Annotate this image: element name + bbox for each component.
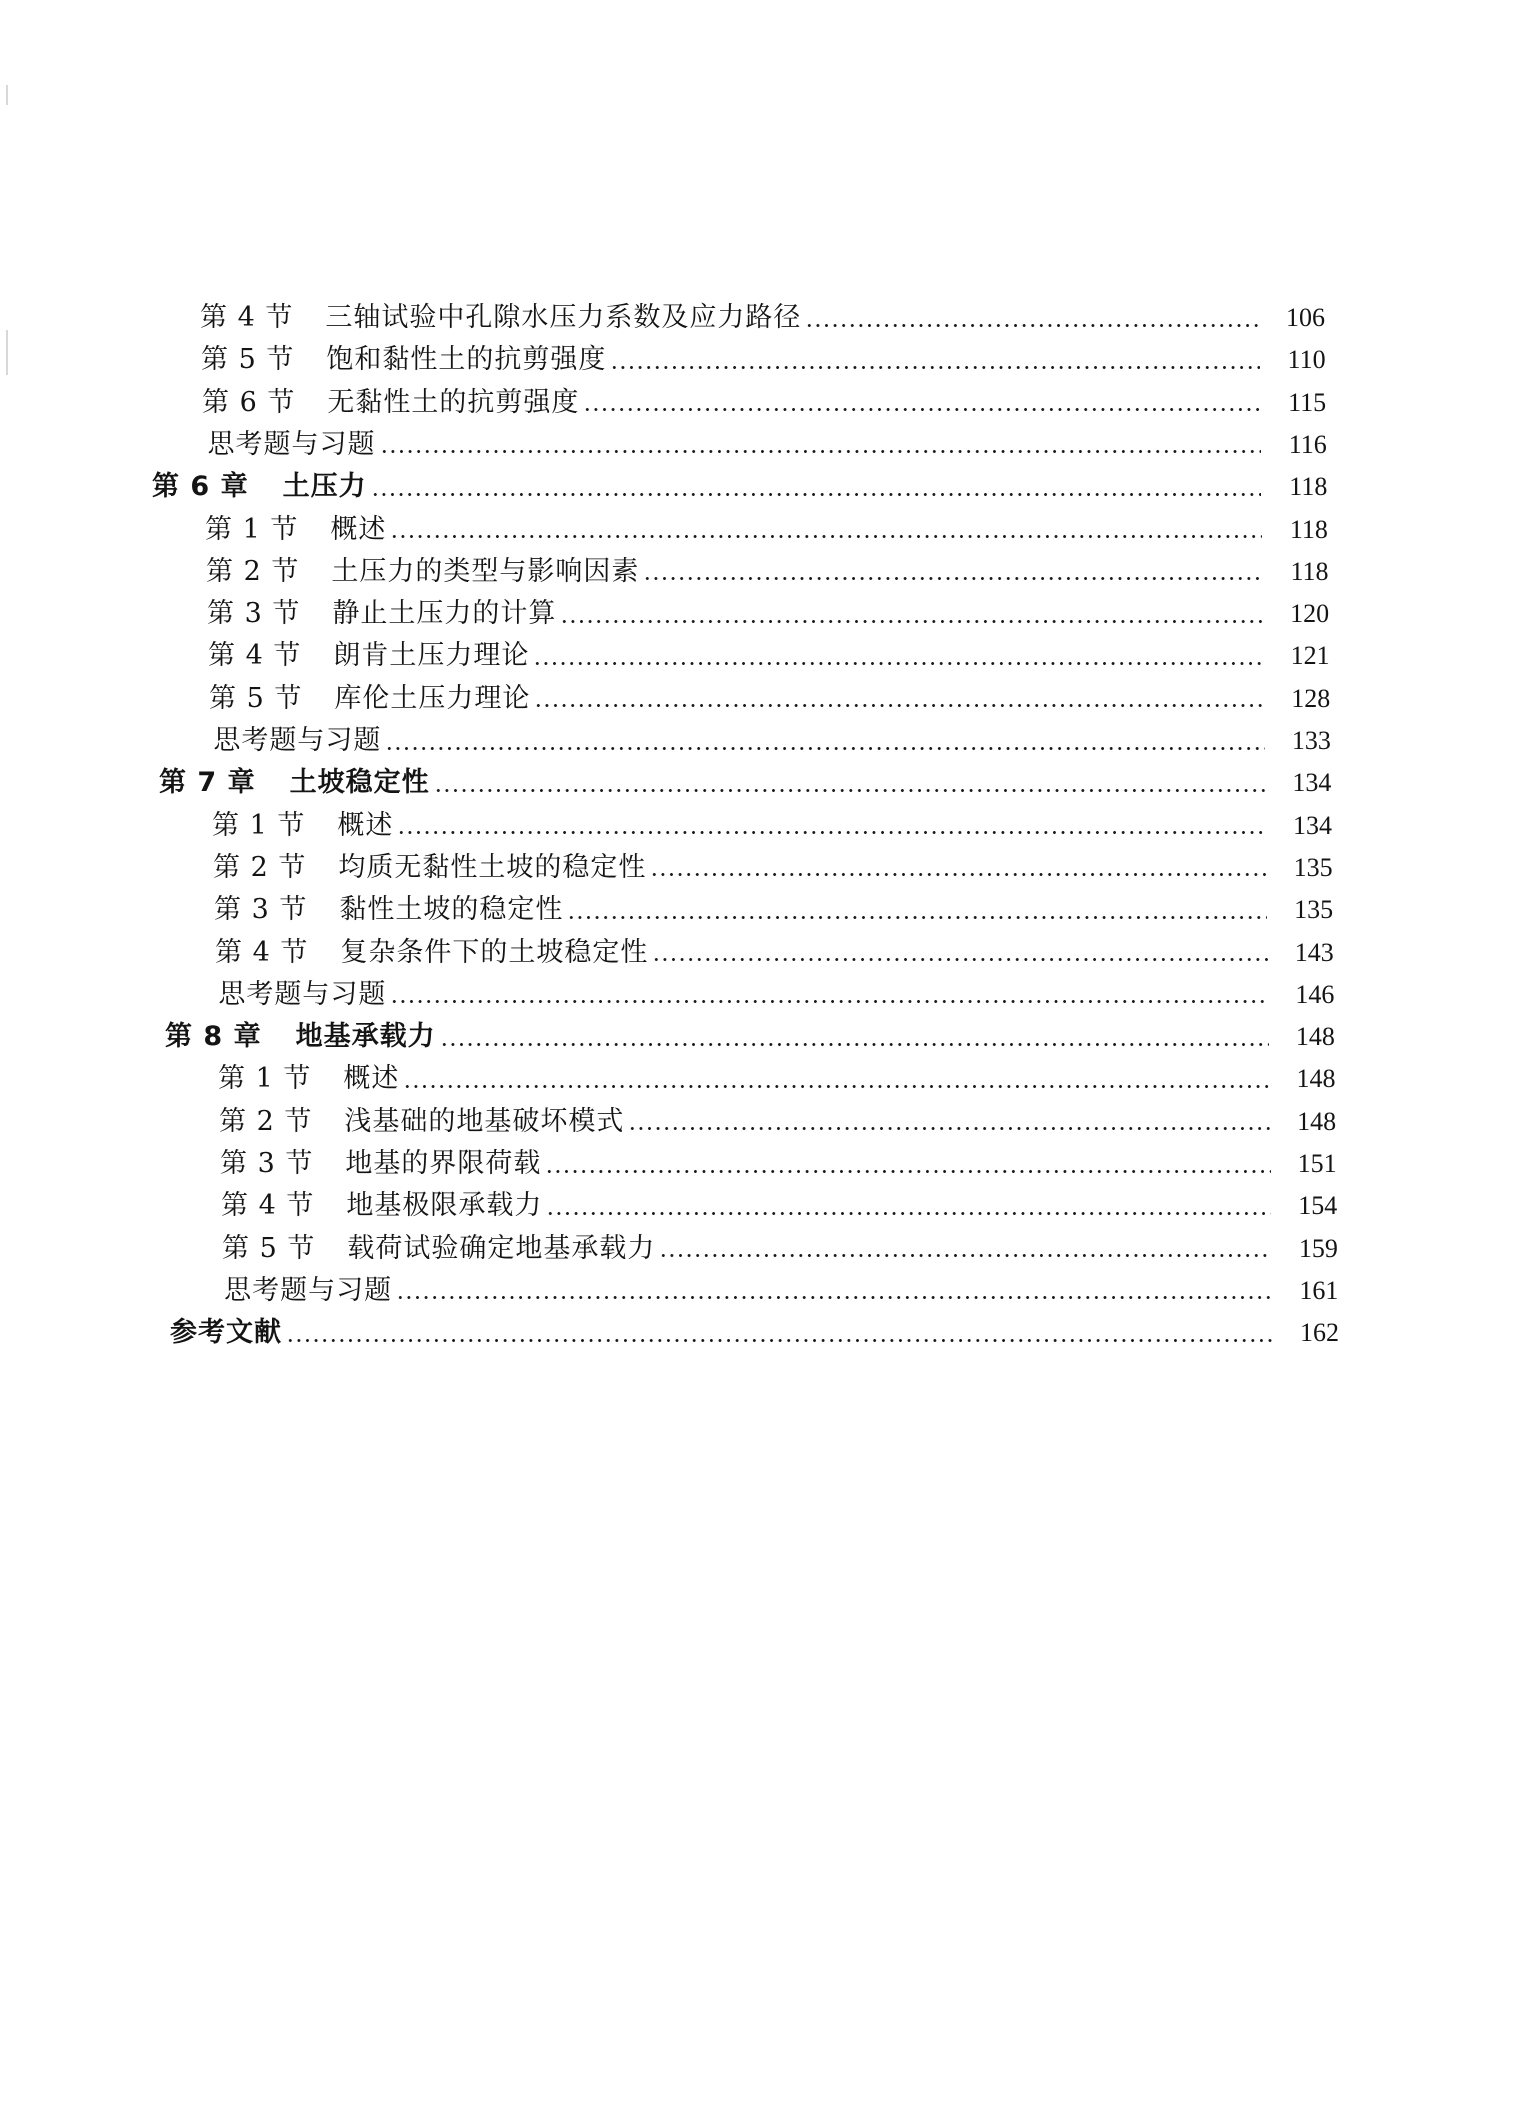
toc-chapter-row: [152, 467, 1327, 507]
entry-title: 浅基础的地基破坏模式: [344, 1105, 625, 1137]
dot-leader: [390, 1000, 1268, 1003]
section-number: 第 4 节: [215, 936, 309, 968]
toc-references-row: [170, 1313, 1339, 1353]
toc-section-row: [207, 594, 1329, 634]
toc-section-row: [201, 340, 1326, 380]
dot-leader: [643, 577, 1262, 580]
dot-leader: [567, 916, 1267, 919]
dot-leader: [403, 1085, 1269, 1088]
dot-leader: [545, 1170, 1270, 1173]
page-number: 135: [1293, 852, 1333, 882]
scan-margin-mark: [6, 330, 8, 375]
page-number: 128: [1291, 683, 1331, 713]
toc-section-row: [213, 848, 1333, 888]
entry-title: 无黏性土的抗剪强度: [327, 386, 580, 418]
entry-title: 饱和黏性土的抗剪强度: [326, 344, 607, 376]
dot-leader: [652, 958, 1267, 961]
page-number: 120: [1290, 599, 1330, 629]
section-number: 第 5 节: [222, 1232, 316, 1264]
entry-title: 概述: [330, 513, 387, 545]
section-number: 第 5 节: [209, 682, 303, 714]
toc-exercise-row: [213, 721, 1331, 761]
dot-leader: [385, 747, 1265, 750]
page-number: 151: [1297, 1149, 1337, 1178]
page-number: 154: [1298, 1191, 1338, 1221]
entry-title: 黏性土坡的稳定性: [339, 894, 564, 926]
page-number: 135: [1294, 895, 1334, 925]
entry-title: 思考题与习题: [213, 725, 382, 756]
chapter-title: 地基承载力: [295, 1021, 436, 1053]
page-number: 106: [1286, 303, 1325, 332]
chapter-title: 土压力: [282, 471, 367, 503]
entry-title: 地基的界限荷载: [345, 1148, 542, 1179]
dot-leader: [380, 450, 1261, 453]
dot-leader: [390, 535, 1262, 538]
page-number: 118: [1290, 556, 1329, 586]
dot-leader: [659, 1254, 1271, 1257]
chapter-title: 土坡稳定性: [289, 767, 430, 799]
toc-chapter-row: [165, 1017, 1335, 1057]
entry-title: 静止土压力的计算: [332, 598, 557, 630]
page-number: 110: [1287, 345, 1326, 375]
section-number: 第 1 节: [218, 1063, 312, 1095]
references-title: 参考文献: [170, 1317, 282, 1349]
toc-section-row: [208, 636, 1330, 676]
section-number: 第 2 节: [213, 851, 307, 883]
section-number: 第 1 节: [205, 513, 299, 545]
chapter-number: 第 7 章: [159, 767, 256, 799]
page-number: 115: [1288, 387, 1327, 417]
page-number: 116: [1288, 429, 1327, 459]
section-number: 第 6 节: [202, 386, 296, 418]
section-number: 第 2 节: [219, 1105, 313, 1137]
page-number: 162: [1300, 1318, 1339, 1348]
toc-chapter-row: [159, 763, 1331, 803]
page-number: 118: [1289, 472, 1328, 502]
toc-section-row: [219, 1102, 1336, 1142]
entry-title: 均质无黏性土坡的稳定性: [338, 851, 647, 883]
entry-title: 土压力的类型与影响因素: [331, 555, 640, 587]
page-number: 134: [1292, 768, 1332, 798]
toc-exercise-row: [218, 975, 1334, 1015]
dot-leader: [650, 873, 1266, 876]
dot-leader: [533, 662, 1263, 665]
dot-leader: [805, 324, 1259, 327]
section-number: 第 3 节: [207, 598, 301, 630]
page-number: 121: [1290, 641, 1330, 671]
page-number: 133: [1291, 726, 1331, 755]
entry-title: 概述: [343, 1063, 400, 1095]
page-number: 134: [1293, 810, 1332, 840]
section-number: 第 4 节: [200, 302, 294, 333]
entry-title: 概述: [337, 809, 394, 841]
section-number: 第 2 节: [206, 555, 300, 587]
entry-title: 朗肯土压力理论: [333, 640, 530, 672]
toc-section-row: [215, 933, 1334, 973]
section-number: 第 5 节: [201, 344, 295, 376]
scan-margin-mark: [6, 85, 8, 105]
section-number: 第 4 节: [208, 640, 302, 672]
dot-leader: [583, 408, 1260, 411]
section-number: 第 4 节: [221, 1190, 315, 1222]
toc-section-row: [212, 806, 1332, 846]
toc-section-row: [214, 890, 1333, 930]
entry-title: 思考题与习题: [218, 978, 387, 1010]
dot-leader: [610, 366, 1259, 369]
toc-section-row: [206, 552, 1329, 592]
toc-section-row: [220, 1144, 1337, 1184]
dot-leader: [560, 620, 1263, 623]
entry-title: 库伦土压力理论: [334, 682, 531, 714]
dot-leader: [286, 1339, 1273, 1342]
dot-leader: [371, 493, 1262, 496]
toc-section-row: [202, 383, 1326, 423]
dot-leader: [440, 1043, 1269, 1046]
dot-leader: [628, 1127, 1270, 1130]
toc-section-row: [221, 1186, 1337, 1226]
toc-exercise-row: [224, 1271, 1338, 1311]
entry-title: 地基极限承载力: [346, 1190, 543, 1222]
entry-title: 载荷试验确定地基承载力: [347, 1232, 656, 1264]
toc-section-row: [218, 1059, 1336, 1099]
section-number: 第 1 节: [212, 809, 306, 841]
toc-exercise-row: [208, 425, 1327, 465]
page-number: 148: [1297, 1106, 1337, 1136]
section-number: 第 3 节: [220, 1148, 314, 1179]
chapter-number: 第 6 章: [152, 471, 249, 503]
section-number: 第 3 节: [214, 894, 308, 926]
entry-title: 复杂条件下的土坡稳定性: [340, 936, 649, 968]
dot-leader: [396, 1296, 1272, 1299]
dot-leader: [546, 1212, 1271, 1215]
dot-leader: [534, 704, 1264, 707]
entry-title: 三轴试验中孔隙水压力系数及应力路径: [325, 302, 802, 333]
toc-section-row: [222, 1229, 1338, 1269]
dot-leader: [434, 789, 1266, 792]
toc-section-row: [209, 679, 1330, 719]
page-number: 118: [1289, 514, 1328, 544]
dot-leader: [397, 831, 1266, 834]
page-number: 148: [1296, 1064, 1336, 1094]
entry-title: 思考题与习题: [207, 428, 376, 460]
toc-section-row: [205, 510, 1328, 550]
page-number: 159: [1298, 1233, 1338, 1263]
page-number: 146: [1295, 979, 1335, 1009]
page-number: 143: [1294, 937, 1334, 967]
entry-title: 思考题与习题: [224, 1274, 393, 1306]
chapter-number: 第 8 章: [165, 1021, 262, 1053]
toc-section-row: [200, 298, 1325, 338]
page-number: 148: [1295, 1022, 1335, 1052]
page-number: 161: [1299, 1275, 1339, 1305]
